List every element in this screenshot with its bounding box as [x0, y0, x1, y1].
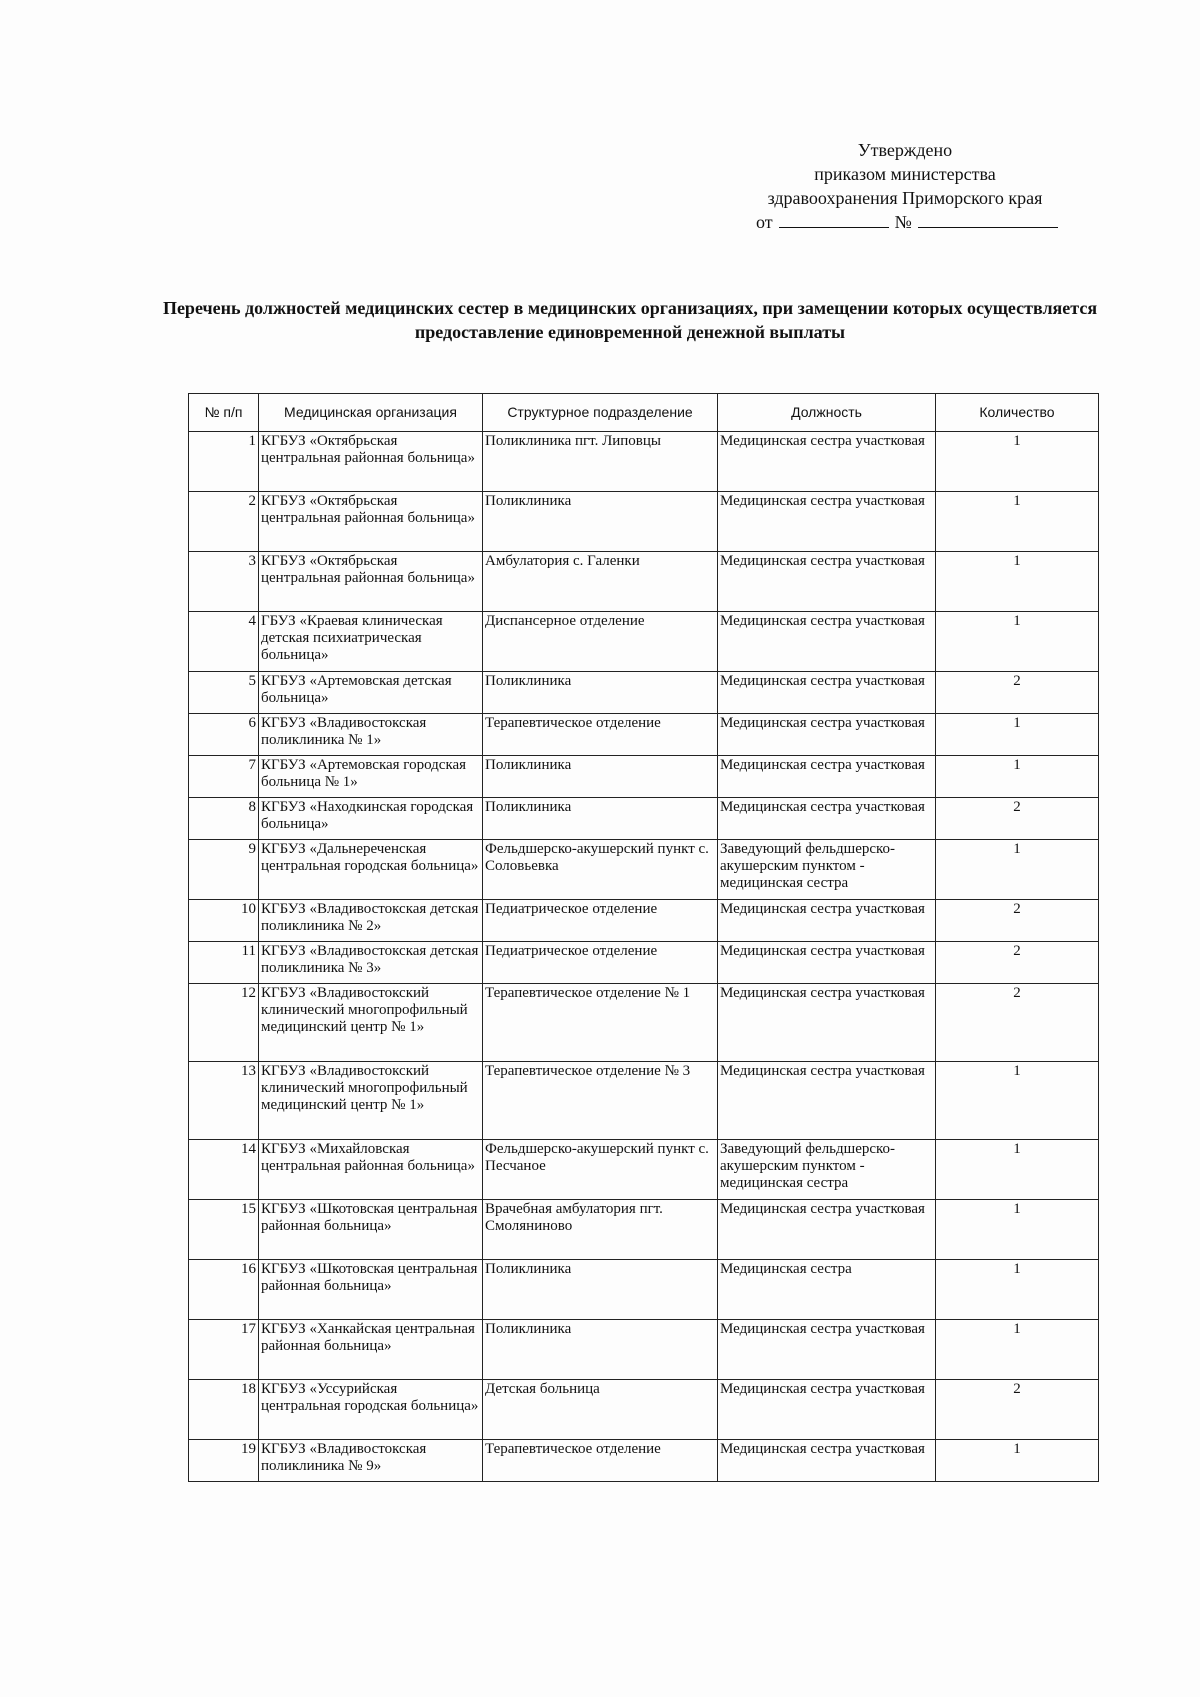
cell-department: Терапевтическое отделение № 3	[483, 1062, 718, 1140]
cell-department: Поликлиника	[483, 492, 718, 552]
cell-department: Терапевтическое отделение	[483, 1440, 718, 1482]
table-row	[189, 1062, 1099, 1140]
cell-quantity: 1	[936, 714, 1099, 756]
cell-department: Поликлиника	[483, 756, 718, 798]
header-number: № п/п	[189, 394, 259, 432]
cell-number: 18	[189, 1380, 259, 1440]
cell-position: Медицинская сестра участковая	[718, 552, 936, 612]
cell-position: Медицинская сестра	[718, 1260, 936, 1320]
approval-block	[740, 138, 1070, 234]
cell-organization: КГБУЗ «Шкотовская центральная районная больница»	[259, 1260, 483, 1320]
cell-department: Врачебная амбулатория пгт. Смоляниново	[483, 1200, 718, 1260]
cell-department: Амбулатория с. Галенки	[483, 552, 718, 612]
cell-number: 16	[189, 1260, 259, 1320]
cell-position: Медицинская сестра участковая	[718, 1380, 936, 1440]
cell-quantity: 1	[936, 552, 1099, 612]
header-organization: Медицинская организация	[259, 394, 483, 432]
cell-department: Фельдшерско-акушерский пункт с. Соловьевка	[483, 840, 718, 900]
table-row	[189, 1200, 1099, 1260]
table-row	[189, 672, 1099, 714]
table-row	[189, 798, 1099, 840]
cell-number: 13	[189, 1062, 259, 1140]
approval-line-order: приказом министерства	[814, 164, 996, 184]
cell-quantity: 2	[936, 942, 1099, 984]
cell-department: Поликлиника	[483, 1320, 718, 1380]
cell-organization: ГБУЗ «Краевая клиническая детская психиатрическая больница»	[259, 612, 483, 672]
cell-quantity: 2	[936, 798, 1099, 840]
cell-position: Медицинская сестра участковая	[718, 798, 936, 840]
cell-number: 12	[189, 984, 259, 1062]
table-row	[189, 714, 1099, 756]
approval-date-number-line	[740, 210, 1070, 234]
cell-department: Поликлиника	[483, 798, 718, 840]
table-row	[189, 984, 1099, 1062]
document-title: Перечень должностей медицинских сестер в медицинских организациях, при замещении которых осуществляется предоставление единовременной денежной выплаты	[162, 298, 1098, 342]
cell-position: Медицинская сестра участковая	[718, 984, 936, 1062]
cell-quantity: 1	[936, 1260, 1099, 1320]
cell-number: 6	[189, 714, 259, 756]
table-row	[189, 1320, 1099, 1380]
cell-number: 8	[189, 798, 259, 840]
cell-department: Педиатрическое отделение	[483, 900, 718, 942]
cell-position: Медицинская сестра участковая	[718, 672, 936, 714]
cell-quantity: 2	[936, 1380, 1099, 1440]
cell-organization: КГБУЗ «Уссурийская центральная городская больница»	[259, 1380, 483, 1440]
table-row	[189, 1440, 1099, 1482]
cell-department: Диспансерное отделение	[483, 612, 718, 672]
cell-number: 7	[189, 756, 259, 798]
table-row	[189, 942, 1099, 984]
table-row	[189, 900, 1099, 942]
cell-number: 19	[189, 1440, 259, 1482]
cell-position: Медицинская сестра участковая	[718, 900, 936, 942]
cell-position: Медицинская сестра участковая	[718, 1062, 936, 1140]
cell-quantity: 1	[936, 492, 1099, 552]
header-department: Структурное подразделение	[483, 394, 718, 432]
table-header-row	[189, 394, 1099, 432]
number-prefix: №	[894, 212, 912, 232]
cell-quantity: 1	[936, 432, 1099, 492]
table-row	[189, 840, 1099, 900]
cell-number: 10	[189, 900, 259, 942]
cell-quantity: 1	[936, 1320, 1099, 1380]
table-body	[189, 432, 1099, 1482]
cell-position: Медицинская сестра участковая	[718, 1200, 936, 1260]
cell-quantity: 2	[936, 984, 1099, 1062]
cell-organization: КГБУЗ «Октябрьская центральная районная больница»	[259, 492, 483, 552]
cell-position: Заведующий фельдшерско-акушерским пунктом - медицинская сестра	[718, 840, 936, 900]
cell-organization: КГБУЗ «Владивостокская поликлиника № 9»	[259, 1440, 483, 1482]
table-row	[189, 552, 1099, 612]
cell-number: 17	[189, 1320, 259, 1380]
table-row	[189, 612, 1099, 672]
cell-position: Медицинская сестра участковая	[718, 714, 936, 756]
cell-position: Медицинская сестра участковая	[718, 756, 936, 798]
cell-number: 3	[189, 552, 259, 612]
date-blank	[779, 211, 889, 228]
cell-position: Медицинская сестра участковая	[718, 1440, 936, 1482]
table-row	[189, 756, 1099, 798]
cell-organization: КГБУЗ «Артемовская городская больница № 1»	[259, 756, 483, 798]
cell-organization: КГБУЗ «Артемовская детская больница»	[259, 672, 483, 714]
cell-organization: КГБУЗ «Ханкайская центральная районная больница»	[259, 1320, 483, 1380]
cell-organization: КГБУЗ «Михайловская центральная районная больница»	[259, 1140, 483, 1200]
cell-position: Медицинская сестра участковая	[718, 612, 936, 672]
cell-organization: КГБУЗ «Владивостокский клинический многопрофильный медицинский центр № 1»	[259, 1062, 483, 1140]
cell-number: 9	[189, 840, 259, 900]
cell-number: 5	[189, 672, 259, 714]
cell-quantity: 2	[936, 900, 1099, 942]
date-prefix: от	[756, 212, 773, 232]
positions-table	[188, 393, 1099, 1482]
cell-organization: КГБУЗ «Октябрьская центральная районная больница»	[259, 552, 483, 612]
cell-department: Фельдшерско-акушерский пункт с. Песчаное	[483, 1140, 718, 1200]
table-row	[189, 432, 1099, 492]
cell-department: Педиатрическое отделение	[483, 942, 718, 984]
cell-department: Поликлиника	[483, 672, 718, 714]
cell-organization: КГБУЗ «Владивостокская детская поликлиника № 2»	[259, 900, 483, 942]
cell-position: Медицинская сестра участковая	[718, 492, 936, 552]
approval-line-approved: Утверждено	[857, 140, 953, 160]
cell-position: Медицинская сестра участковая	[718, 432, 936, 492]
cell-organization: КГБУЗ «Октябрьская центральная районная больница»	[259, 432, 483, 492]
cell-number: 4	[189, 612, 259, 672]
cell-organization: КГБУЗ «Владивостокский клинический многопрофильный медицинский центр № 1»	[259, 984, 483, 1062]
table-row	[189, 1140, 1099, 1200]
cell-organization: КГБУЗ «Шкотовская центральная районная больница»	[259, 1200, 483, 1260]
cell-position: Медицинская сестра участковая	[718, 942, 936, 984]
approval-line-ministry: здравоохранения Приморского края	[767, 188, 1043, 208]
cell-department: Поликлиника пгт. Липовцы	[483, 432, 718, 492]
cell-organization: КГБУЗ «Находкинская городская больница»	[259, 798, 483, 840]
cell-number: 11	[189, 942, 259, 984]
header-quantity: Количество	[936, 394, 1099, 432]
cell-organization: КГБУЗ «Дальнереченская центральная городская больница»	[259, 840, 483, 900]
cell-number: 15	[189, 1200, 259, 1260]
cell-number: 2	[189, 492, 259, 552]
cell-quantity: 1	[936, 756, 1099, 798]
cell-position: Медицинская сестра участковая	[718, 1320, 936, 1380]
cell-quantity: 1	[936, 1062, 1099, 1140]
cell-quantity: 1	[936, 1200, 1099, 1260]
cell-department: Поликлиника	[483, 1260, 718, 1320]
cell-quantity: 1	[936, 1140, 1099, 1200]
table-row	[189, 1380, 1099, 1440]
cell-department: Терапевтическое отделение	[483, 714, 718, 756]
cell-department: Детская больница	[483, 1380, 718, 1440]
table-row	[189, 492, 1099, 552]
cell-quantity: 2	[936, 672, 1099, 714]
cell-department: Терапевтическое отделение № 1	[483, 984, 718, 1062]
header-position: Должность	[718, 394, 936, 432]
cell-organization: КГБУЗ «Владивостокская поликлиника № 1»	[259, 714, 483, 756]
cell-quantity: 1	[936, 1440, 1099, 1482]
cell-number: 14	[189, 1140, 259, 1200]
cell-position: Заведующий фельдшерско-акушерским пунктом - медицинская сестра	[718, 1140, 936, 1200]
table-row	[189, 1260, 1099, 1320]
number-blank	[918, 211, 1058, 228]
cell-quantity: 1	[936, 840, 1099, 900]
cell-organization: КГБУЗ «Владивостокская детская поликлиника № 3»	[259, 942, 483, 984]
cell-quantity: 1	[936, 612, 1099, 672]
cell-number: 1	[189, 432, 259, 492]
